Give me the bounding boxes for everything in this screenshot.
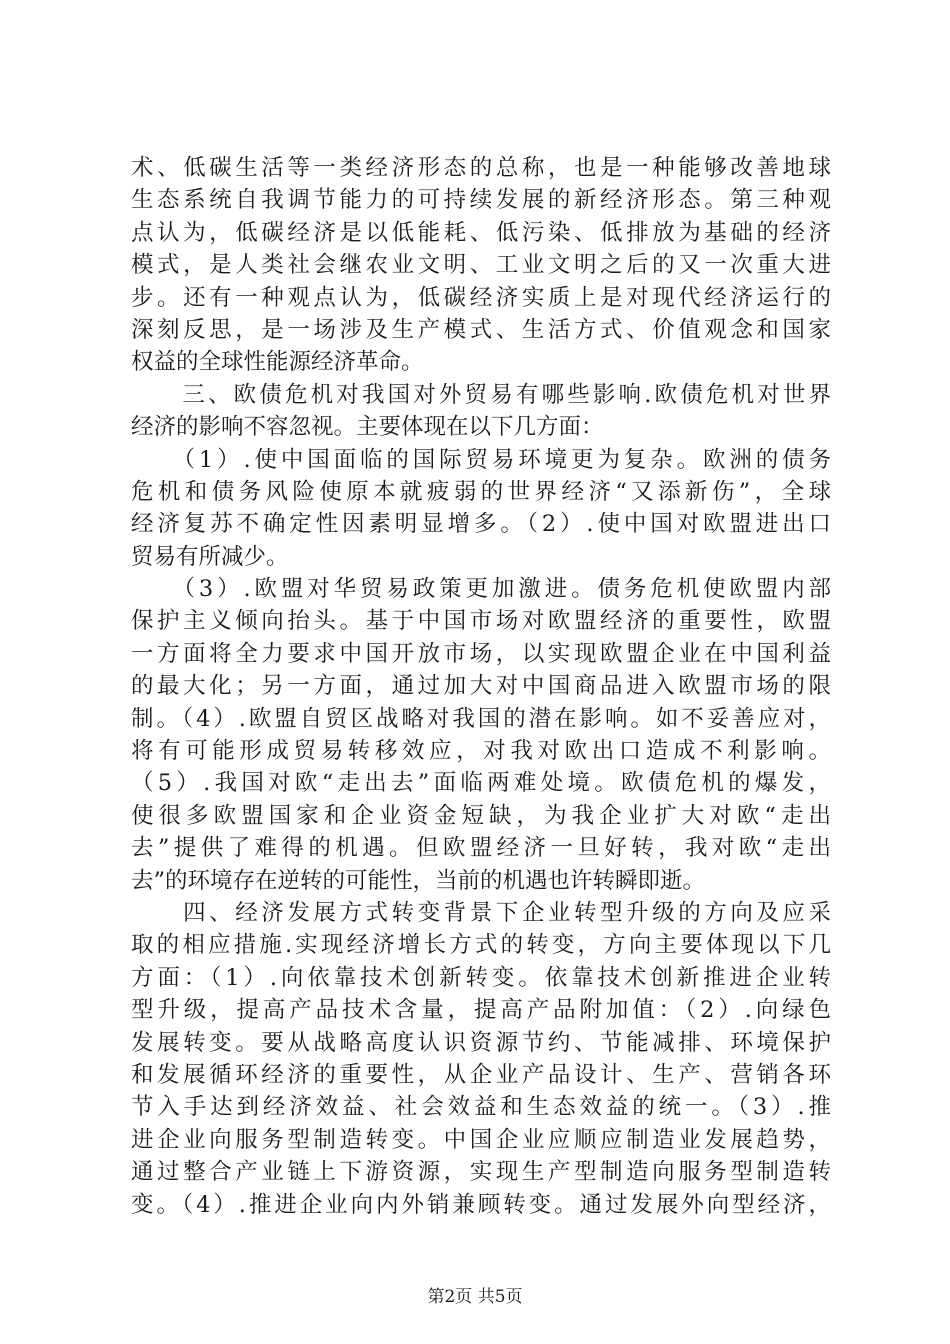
text-line: 模式，是人类社会继农业文明、工业文明之后的又一次重大进 (131, 252, 831, 279)
text-line: 贸易有所减少。 (131, 543, 289, 570)
text-line: 和发展循环经济的重要性，从企业产品设计、生产、营销各环 (131, 1061, 831, 1088)
text-line: 的最大化；另一方面，通过加大对中国商品进入欧盟市场的限 (131, 673, 831, 700)
text-line: 危机和债务风险使原本就疲弱的世界经济“又添新伤”，全球 (131, 478, 831, 505)
text-line: 方面：（1）.向依靠技术创新转变。依靠技术创新推进企业转 (131, 964, 831, 991)
text-line: 生态系统自我调节能力的可持续发展的新经济形态。第三种观 (131, 187, 831, 214)
text-line: 将有可能形成贸易转移效应，对我对欧出口造成不利影响。 (131, 738, 831, 765)
text-line: 制。（4）.欧盟自贸区战略对我国的潜在影响。如不妥善应对， (131, 705, 831, 732)
text-line: 型升级，提高产品技术含量，提高产品附加值：（2）.向绿色 (131, 997, 831, 1024)
text-line: 节入手达到经济效益、社会效益和生态效益的统一。（3）.推 (131, 1094, 831, 1121)
document-body (131, 152, 831, 1221)
text-line: 取的相应措施.实现经济增长方式的转变，方向主要体现以下几 (131, 932, 831, 959)
text-line: 通过整合产业链上下游资源，实现生产型制造向服务型制造转 (131, 1159, 831, 1186)
text-line: （1）.使中国面临的国际贸易环境更为复杂。欧洲的债务 (131, 446, 831, 473)
text-line: 变。（4）.推进企业向内外销兼顾转变。通过发展外向型经济， (131, 1191, 831, 1218)
text-line: 深刻反思，是一场涉及生产模式、生活方式、价值观念和国家 (131, 316, 831, 343)
text-line: 术、低碳生活等一类经济形态的总称，也是一种能够改善地球 (131, 155, 831, 181)
text-line: 使很多欧盟国家和企业资金短缺，为我企业扩大对欧“走出 (131, 802, 831, 829)
text-line: 三、欧债危机对我国对外贸易有哪些影响.欧债危机对世界 (131, 381, 831, 408)
text-line: 一方面将全力要求中国开放市场，以实现欧盟企业在中国利益 (131, 640, 831, 667)
text-line: （3）.欧盟对华贸易政策更加激进。债务危机使欧盟内部 (131, 576, 831, 603)
text-line: 权益的全球性能源经济革命。 (131, 349, 424, 376)
text-line: 保护主义倾向抬头。基于中国市场对欧盟经济的重要性，欧盟 (131, 608, 831, 635)
text-line: 发展转变。要从战略高度认识资源节约、节能减排、环境保护 (131, 1029, 831, 1056)
text-line: 点认为，低碳经济是以低能耗、低污染、低排放为基础的经济 (131, 219, 831, 246)
text-line: （5）.我国对欧“走出去”面临两难处境。欧债危机的爆发， (131, 770, 831, 797)
text-line: 进企业向服务型制造转变。中国企业应顺应制造业发展趋势， (131, 1126, 831, 1153)
text-line: 四、经济发展方式转变背景下企业转型升级的方向及应采 (131, 899, 831, 926)
text-line: 经济的影响不容忽视。主要体现在以下几方面： (131, 414, 604, 441)
text-line: 步。还有一种观点认为，低碳经济实质上是对现代经济运行的 (131, 284, 831, 311)
text-line: 去”的环境存在逆转的可能性，当前的机遇也许转瞬即逝。 (131, 867, 706, 894)
page-number-footer: 第2页 共5页 (427, 1287, 523, 1307)
text-line: 去”提供了难得的机遇。但欧盟经济一旦好转，我对欧“走出 (131, 835, 831, 862)
text-line: 经济复苏不确定性因素明显增多。（2）.使中国对欧盟进出口 (131, 511, 831, 538)
